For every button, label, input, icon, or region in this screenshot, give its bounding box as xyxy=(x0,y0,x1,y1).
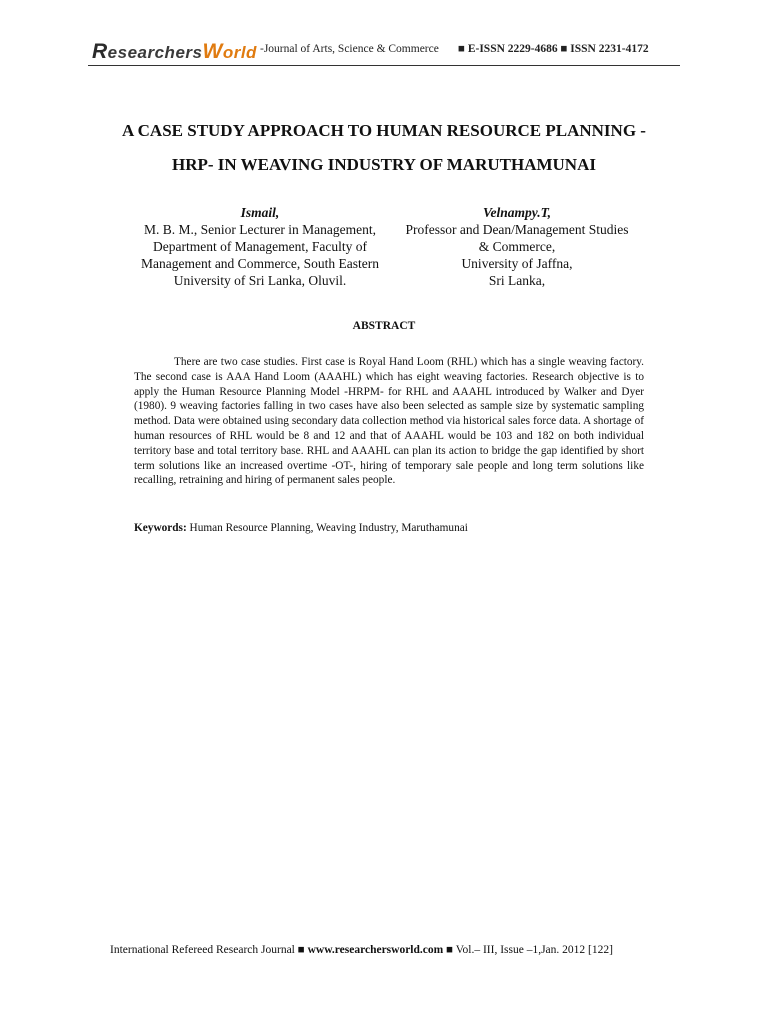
author-affiliation-line: Department of Management, Faculty of xyxy=(152,239,368,254)
journal-issn: ■ E-ISSN 2229-4686 ■ ISSN 2231-4172 xyxy=(458,43,649,55)
footer-issue: ■ Vol.– III, Issue –1,Jan. 2012 [122] xyxy=(446,944,613,956)
author-affiliation-line: & Commerce, xyxy=(478,239,556,254)
author-affiliation-line: M. B. M., Senior Lecturer in Management, xyxy=(143,222,377,237)
abstract-heading: ABSTRACT xyxy=(352,320,416,332)
keywords-label: Keywords: xyxy=(134,522,187,534)
keywords xyxy=(134,522,644,534)
keywords-text: Human Resource Planning, Weaving Industry, Maruthamunai xyxy=(189,522,468,534)
footer-website-link[interactable]: www.researchersworld.com xyxy=(307,944,444,956)
author-block-1 xyxy=(128,204,392,289)
author-name: Velnampy.T, xyxy=(482,205,551,220)
header-rule xyxy=(88,65,680,66)
journal-name: -Journal of Arts, Science & Commerce xyxy=(260,43,439,55)
journal-header xyxy=(92,38,672,64)
author-affiliation-line: University of Jaffna, xyxy=(461,256,573,271)
author-name: Ismail, xyxy=(240,205,280,220)
abstract-text: There are two case studies. First case is Royal Hand Loom (RHL) which has a single weaving factory. The second case is AAA Hand Loom (AAAHL) which has eight weaving factories. Research objective is to apply the Human Resource Planning Model -HRPM- for RHL and AAAHL introduced by Walker and Dyer (1980). 9 weaving factories falling in two cases have also been selected as sample size by systematic sampling method. Data were obtained using secondary data collection method via historical sales force data. A shortage of human resources of RHL would be 8 and 12 and that of AAAHL would be 103 and 182 on both individual territory base and total territory base. RHL and AAAHL can plan its action to bridge the gap identified by short term solutions like an increased overtime -OT-, hiring of temporary sale people and long term solutions like recalling, retraining and hiring of permanent sales people. xyxy=(134,356,644,487)
author-affiliation-line: Management and Commerce, South Eastern xyxy=(140,256,380,271)
abstract-body xyxy=(134,355,644,488)
author-affiliation-line: Sri Lanka, xyxy=(488,273,546,288)
author-affiliation-line: University of Sri Lanka, Oluvil. xyxy=(173,273,347,288)
researchersworld-logo: ResearchersWorld xyxy=(92,40,257,63)
title-line-1: A CASE STUDY APPROACH TO HUMAN RESOURCE PLANNING - xyxy=(122,121,646,140)
paper-title xyxy=(60,114,708,182)
author-affiliation-line: Professor and Dean/Management Studies xyxy=(405,222,629,237)
page-footer xyxy=(110,944,670,956)
author-block-2 xyxy=(392,204,642,289)
title-line-2: HRP- IN WEAVING INDUSTRY OF MARUTHAMUNAI xyxy=(172,155,596,174)
footer-journal: International Refereed Research Journal ■ xyxy=(110,944,305,956)
